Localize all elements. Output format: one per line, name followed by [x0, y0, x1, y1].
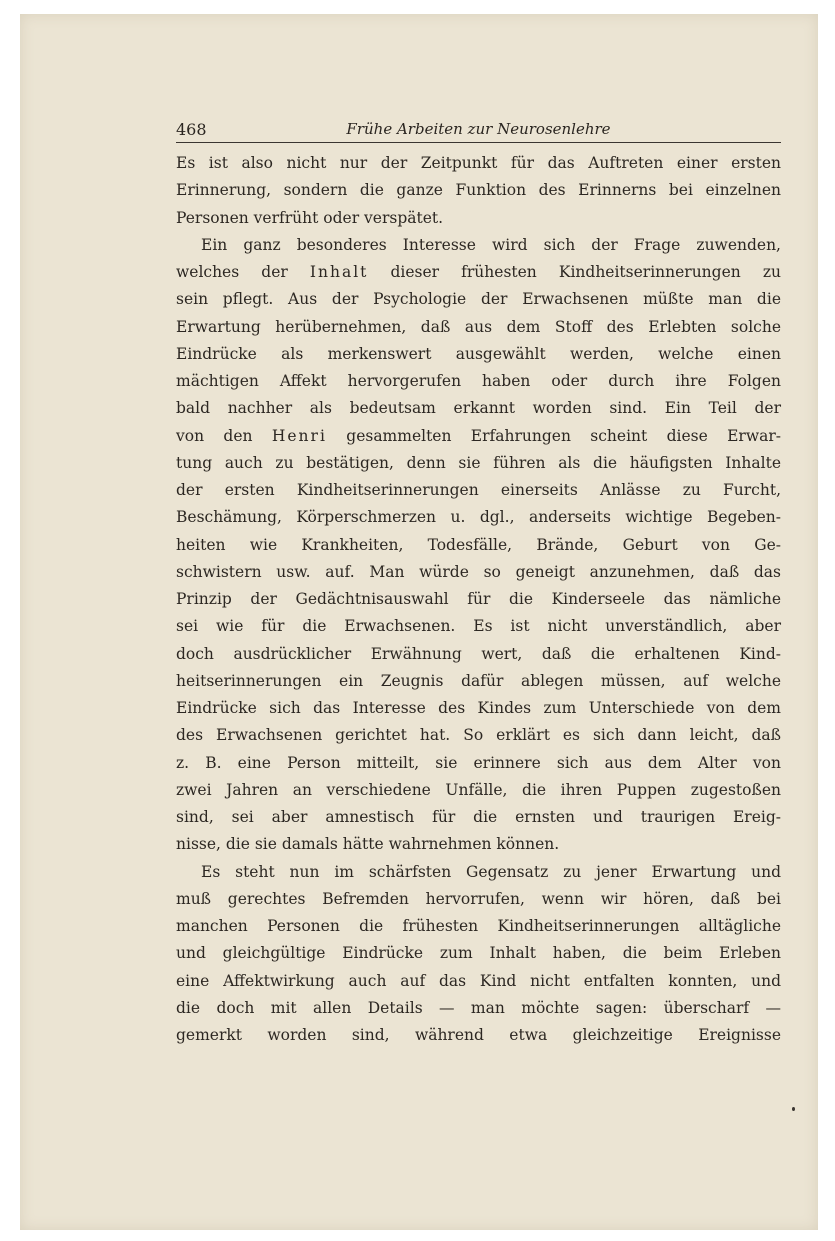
- text-line: Prinzip der Gedächtnisauswahl für die Kinderseele das nämliche: [176, 590, 781, 608]
- emphasized-word: Inhalt: [309, 263, 369, 281]
- text-line: [176, 259, 781, 286]
- text-line: Eindrücke als merkenswert ausgewählt werden, welche einen: [176, 344, 781, 363]
- text-line: eine Affektwirkung auch auf das Kind nicht entfalten konnten, und: [176, 971, 781, 990]
- text-fragment: dieser frühesten Kindheitserinnerungen zu: [390, 263, 781, 281]
- page-header: [176, 118, 781, 143]
- text-fragment: welches der: [176, 263, 288, 281]
- text-line: heitserinnerungen ein Zeugnis dafür ablegen müssen, auf welche: [176, 671, 781, 690]
- text-line: Es steht nun im schärfsten Gegensatz zu jener Erwartung und: [201, 862, 781, 881]
- text-fragment: gesammelten Erfahrungen scheint diese Erwar-: [346, 426, 781, 445]
- text-line: Eindrücke sich das Interesse des Kindes zum Unterschiede von dem: [176, 699, 781, 717]
- text-line: des Erwachsenen gerichtet hat. So erklärt es sich dann leicht, daß: [176, 726, 781, 745]
- text-line: Erinnerung, sondern die ganze Funktion des Erinnerns bei einzelnen: [176, 181, 781, 200]
- text-line: die doch mit allen Details — man möchte sagen: überscharf —: [176, 998, 781, 1017]
- text-line: bald nachher als bedeutsam erkannt worden sind. Ein Teil der: [176, 399, 781, 418]
- text-line: und gleichgültige Eindrücke zum Inhalt haben, die beim Erleben: [176, 944, 781, 963]
- text-line: schwistern usw. auf. Man würde so geneigt anzunehmen, daß das: [176, 562, 781, 581]
- text-line: mächtigen Affekt hervorgerufen haben oder durch ihre Folgen: [176, 372, 781, 390]
- ink-speck: [792, 1107, 795, 1111]
- body-text: [176, 150, 781, 1049]
- text-line: sein pflegt. Aus der Psychologie der Erwachsenen müßte man die: [176, 290, 781, 309]
- text-line: Es ist also nicht nur der Zeitpunkt für das Auftreten einer ersten: [176, 154, 781, 172]
- text-line: sei wie für die Erwachsenen. Es ist nicht unverständlich, aber: [176, 617, 781, 636]
- text-fragment: von den: [176, 426, 253, 445]
- emphasized-word: Henri: [271, 426, 327, 445]
- text-line: nisse, die sie damals hätte wahrnehmen können.: [176, 835, 560, 854]
- text-line: [176, 423, 781, 450]
- text-line: tung auch zu bestätigen, denn sie führen als die häufigsten Inhalte: [176, 453, 781, 472]
- text-line: gemerkt worden sind, während etwa gleichzeitige Ereignisse: [176, 1026, 781, 1044]
- text-line: der ersten Kindheitserinnerungen einerseits Anlässe zu Furcht,: [176, 481, 781, 499]
- running-title: Frühe Arbeiten zur Neurosenlehre: [346, 120, 611, 138]
- page-number: 468: [176, 120, 207, 139]
- text-line: zwei Jahren an verschiedene Unfälle, die ihren Puppen zugestoßen: [176, 780, 781, 799]
- text-line: manchen Personen die frühesten Kindheitserinnerungen alltägliche: [176, 917, 781, 935]
- text-line: Ein ganz besonderes Interesse wird sich der Frage zuwenden,: [201, 235, 781, 254]
- text-line: z. B. eine Person mitteilt, sie erinnere sich aus dem Alter von: [176, 753, 781, 772]
- text-line: sind, sei aber amnestisch für die ernsten und traurigen Ereig-: [176, 808, 781, 826]
- text-line: Personen verfrüht oder verspätet.: [176, 208, 444, 227]
- text-line: Erwartung herübernehmen, daß aus dem Stoff des Erlebten solche: [176, 317, 781, 336]
- text-line: Beschämung, Körperschmerzen u. dgl., anderseits wichtige Begeben-: [176, 508, 781, 527]
- text-line: doch ausdrücklicher Erwähnung wert, daß die erhaltenen Kind-: [176, 644, 781, 663]
- text-line: heiten wie Krankheiten, Todesfälle, Brände, Geburt von Ge-: [176, 535, 781, 554]
- text-line: muß gerechtes Befremden hervorrufen, wenn wir hören, daß bei: [176, 889, 781, 908]
